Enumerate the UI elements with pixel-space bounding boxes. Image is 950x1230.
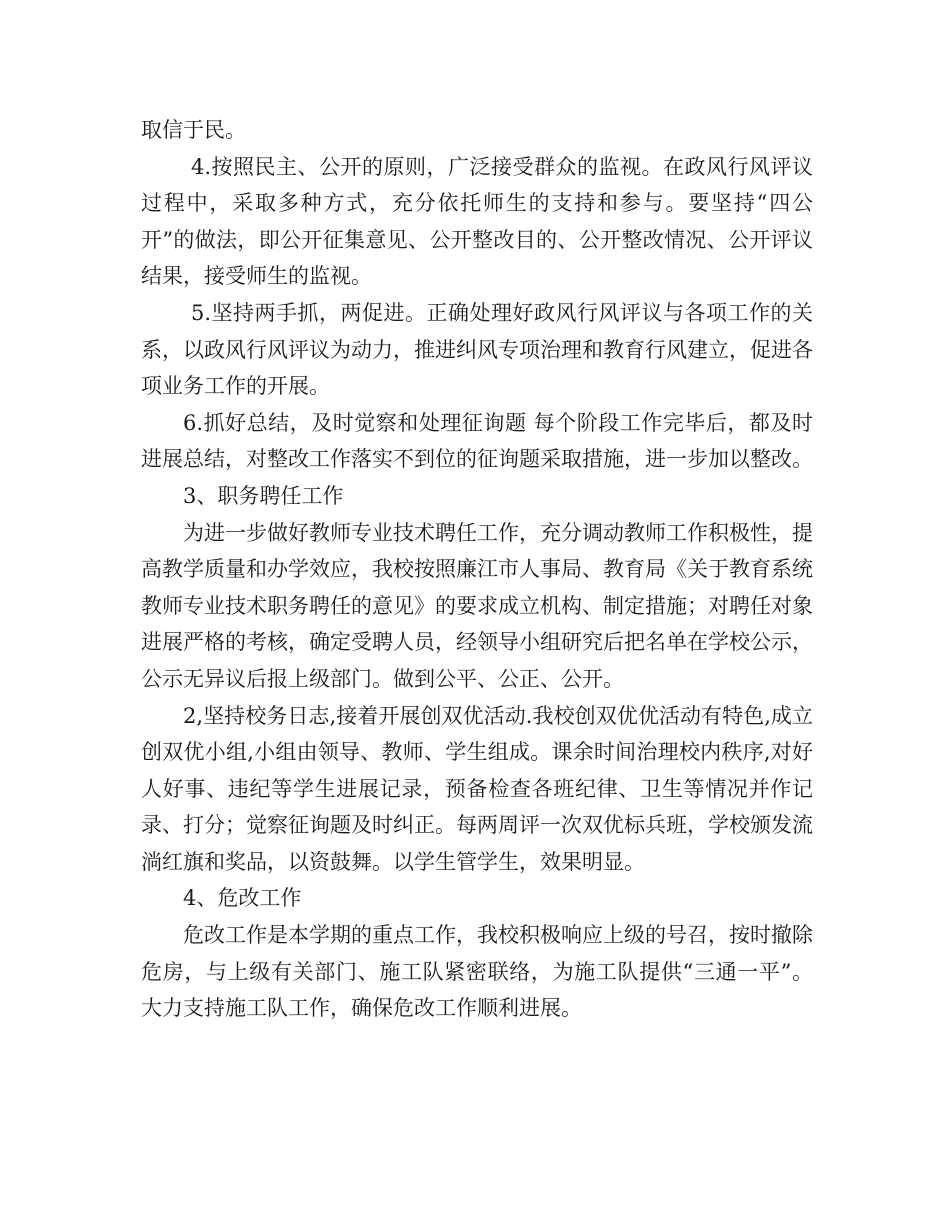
section-heading-job-appointment: 3、职务聘任工作	[183, 483, 344, 508]
section-heading-dangerous-building: 4、危改工作	[183, 886, 302, 911]
paragraph-dangerous-building: 危改工作是本学期的重点工作，我校积极响应上级的号召，按时撤除危房，与上级有关部门、施工队紧密联络，为施工队提供“三通一平”。大力支持施工队工作，确保危改工作顺利进展。	[141, 923, 813, 1021]
paragraph-item-5-two-hands: 5.坚持两手抓，两促进。正确处理好政风行风评议与各项工作的关系，以政风行风评议为动力，推进纠风专项治理和教育行风建立，促进各项业务工作的开展。	[141, 300, 813, 399]
document-body	[141, 112, 813, 1027]
paragraph-item-6-summary: 6.抓好总结，及时觉察和处理征询题 每个阶段工作完毕后，都及时进展总结，对整改工作落实不到位的征询题采取措施，进一步加以整改。	[141, 410, 813, 472]
paragraph-school-affairs-log: 2,坚持校务日志,接着开展创双优活动.我校创双优优活动有特色,成立创双优小组,小组由领导、教师、学生组成。课余时间治理校内秩序,对好人好事、违纪等学生进展记录，预备检查各班纪律、卫生等情况并作记录、打分；觉察征询题及时纠正。每两周评一次双优标兵班，学校颁发流淌红旗和奖品，以资鼓舞。以学生管学生，效果明显。	[141, 703, 813, 874]
paragraph-item-4-public-supervision: 4.按照民主、公开的原则，广泛接受群众的监视。在政风行风评议过程中，采取多种方式，充分依托师生的支持和参与。要坚持“四公开”的做法，即公开征集意见、公开整改目的、公开整改情况、公开评议结果，接受师生的监视。	[141, 154, 813, 289]
paragraph-job-appointment: 为进一步做好教师专业技术聘任工作，充分调动教师工作积极性，提高教学质量和办学效应，我校按照廉江市人事局、教育局《关于教育系统教师专业技术职务聘任的意见》的要求成立机构、制定措施；对聘任对象进展严格的考核，确定受聘人员，经领导小组研究后把名单在学校公示，公示无异议后报上级部门。做到公平、公正、公开。	[141, 520, 813, 691]
paragraph-continuation: 取信于民。	[141, 118, 246, 142]
